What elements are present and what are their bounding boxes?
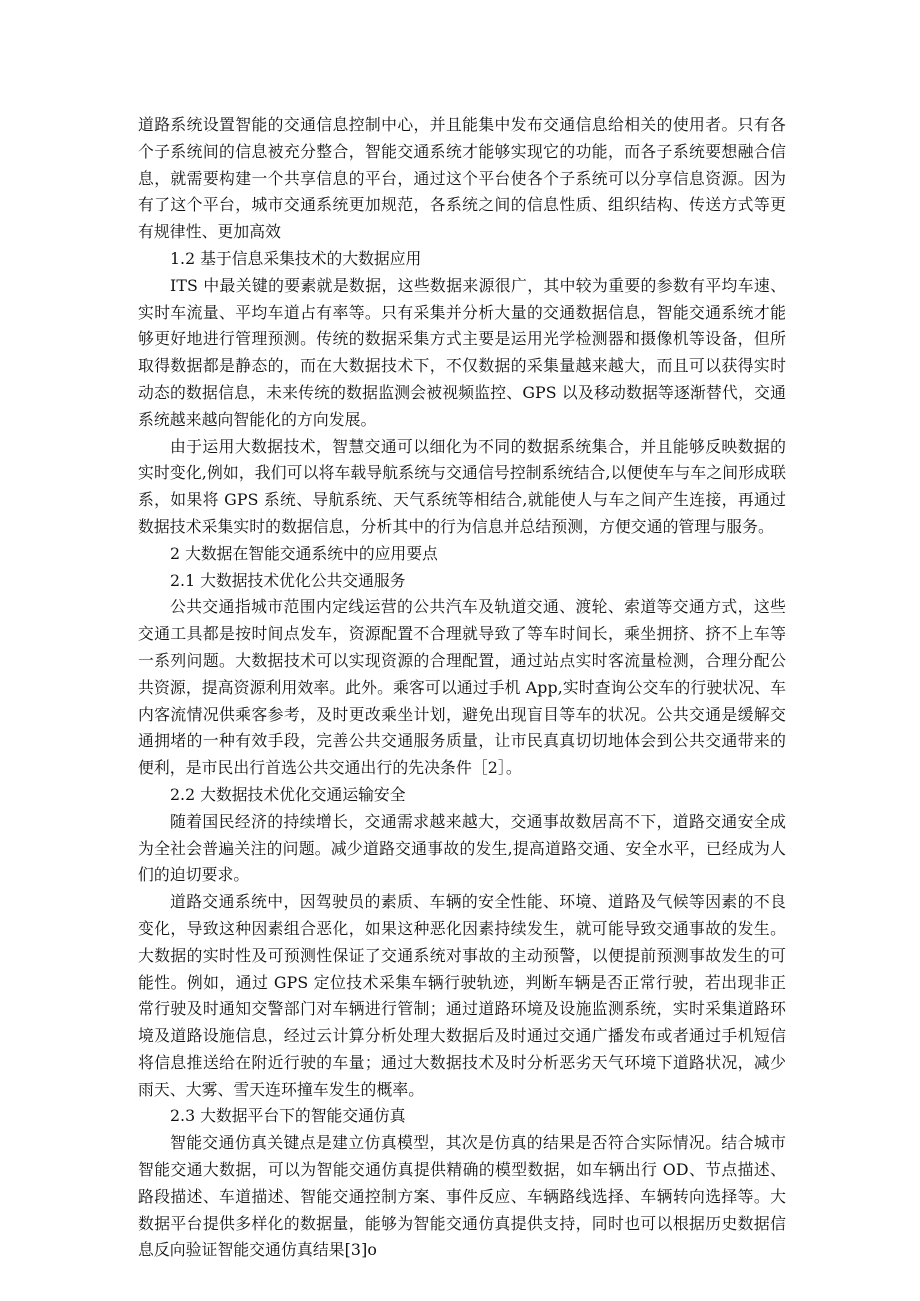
paragraph-its-data: ITS 中最关键的要素就是数据，这些数据来源很广，其中较为重要的参数有平均车速、实时车流量、平均车道占有率等。只有采集并分析大量的交通数据信息，智能交通系统才能够更好地进行管理预测。传统的数据采集方式主要是运用光学检测器和摄像机等设备，但所取得数据都是静态的，而在大数据技术下，不仅数据的采集量越来越大，而且可以获得实时动态的数据信息，未来传统的数据监测会被视频监控、GPS 以及移动数据等逐渐替代，交通系统越来越向智能化的方向发展。	[138, 275, 786, 429]
section-heading-2: 2 大数据在智能交通系统中的应用要点	[170, 543, 438, 563]
paragraph-public-transport: 公共交通指城市范围内定线运营的公共汽车及轨道交通、渡轮、索道等交通方式，这些交通工具都是按时间点发车，资源配置不合理就导致了等车时间长，乘坐拥挤、挤不上车等一系列问题。大数据技术可以实现资源的合理配置，通过站点实时客流量检测，合理分配公共资源，提高资源利用效率。此外。乘客可以通过手机 App,实时查询公交车的行驶状况、车内客流情况供乘客参考，及时更改乘坐计划，避免出现盲目等车的状况。公共交通是缓解交通拥堵的一种有效手段，完善公共交通服务质量，让市民真真切切地体会到公共交通带来的便利，是市民出行首选公共交通出行的先决条件［2］。	[138, 597, 786, 778]
paragraph-traffic-safety-detail: 道路交通系统中，因驾驶员的素质、车辆的安全性能、环境、道路及气候等因素的不良变化，导致这种因素组合恶化，如果这种恶化因素持续发生，就可能导致交通事故的发生。大数据的实时性及可预测性保证了交通系统对事故的主动预警，以便提前预测事故发生的可能性。例如，通过 GPS 定位技术采集车辆行驶轨迹，判断车辆是否正常行驶，若出现非正常行驶及时通知交警部门对车辆进行管制；通过道路环境及设施监测系统，实时采集道路环境及道路设施信息，经过云计算分析处理大数据后及时通过交通广播发布或者通过手机短信将信息推送给在附近行驶的车量；通过大数据技术及时分析恶劣天气环境下道路状况，减少雨天、大雾、雪天连环撞车发生的概率。	[138, 892, 786, 1099]
section-heading-2-2: 2.2 大数据技术优化交通运输安全	[170, 784, 406, 804]
section-heading-1-2: 1.2 基于信息采集技术的大数据应用	[170, 248, 422, 268]
document-page	[138, 112, 786, 1264]
section-heading-2-3: 2.3 大数据平台下的智能交通仿真	[170, 1106, 406, 1126]
section-heading-2-1: 2.1 大数据技术优化公共交通服务	[170, 570, 406, 590]
paragraph-platform-sharing: 道路系统设置智能的交通信息控制中心，并且能集中发布交通信息给相关的使用者。只有各个子系统间的信息被充分整合，智能交通系统才能够实现它的功能，而各子系统要想融合信息，就需要构建一个共享信息的平台，通过这个平台使各个子系统可以分享信息资源。因为有了这个平台，城市交通系统更加规范，各系统之间的信息性质、组织结构、传送方式等更有规律性、更加高效	[138, 115, 786, 242]
paragraph-smart-transport: 由于运用大数据技术，智慧交通可以细化为不同的数据系统集合，并且能够反映数据的实时变化,例如，我们可以将车载导航系统与交通信号控制系统结合,以便使车与车之间形成联系，如果将 GPS 系统、导航系统、天气系统等相结合,就能使人与车之间产生连接，再通过数据技术采集实时的数据信息，分析其中的行为信息并总结预测，方便交通的管理与服务。	[138, 436, 786, 536]
paragraph-traffic-simulation: 智能交通仿真关键点是建立仿真模型，其次是仿真的结果是否符合实际情况。结合城市智能交通大数据，可以为智能交通仿真提供精确的模型数据，如车辆出行 OD、节点描述、路段描述、车道描述、智能交通控制方案、事件反应、车辆路线选择、车辆转向选择等。大数据平台提供多样化的数据量，能够为智能交通仿真提供支持，同时也可以根据历史数据信息反向验证智能交通仿真结果[3]o	[138, 1133, 786, 1260]
paragraph-traffic-safety-intro: 随着国民经济的持续增长，交通需求越来越大，交通事故数居高不下，道路交通安全成为全社会普遍关注的问题。减少道路交通事故的发生,提高道路交通、安全水平，已经成为人们的迫切要求。	[138, 811, 786, 885]
